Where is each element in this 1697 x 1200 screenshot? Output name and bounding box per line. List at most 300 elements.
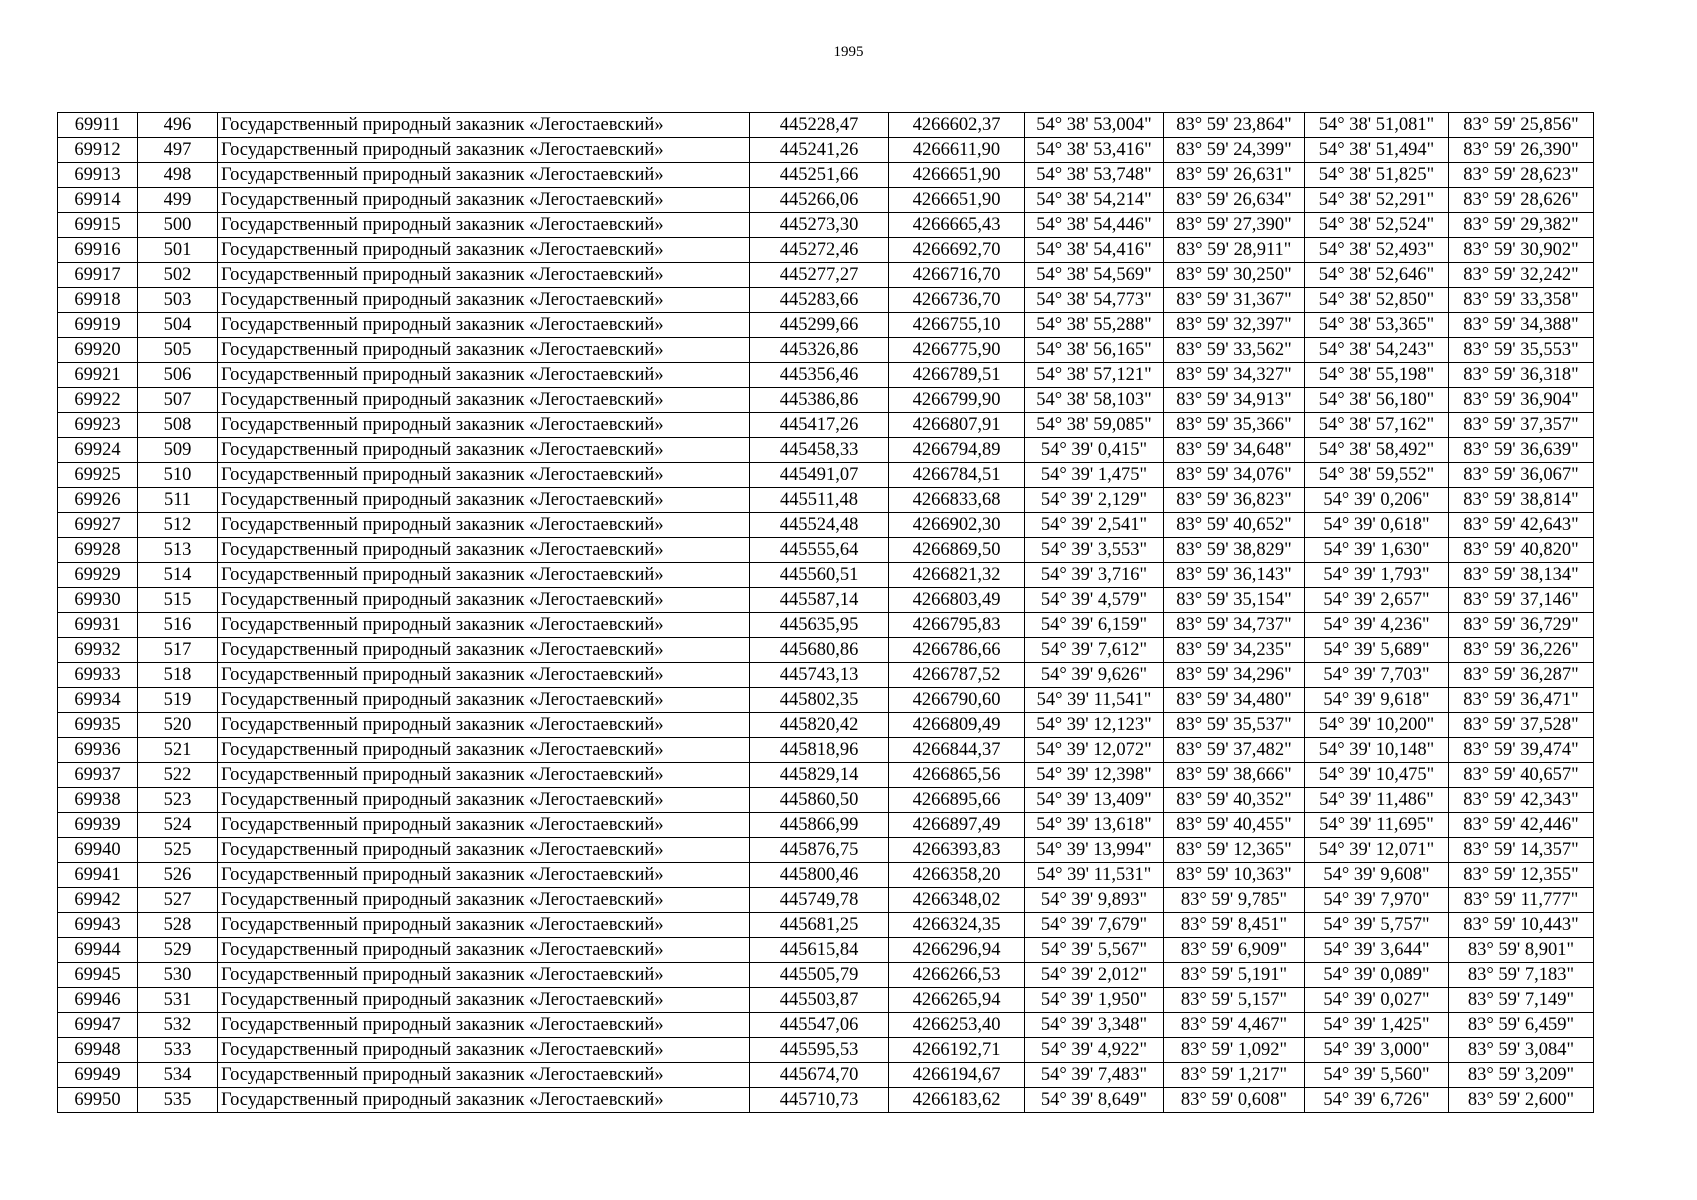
point-id-cell: 69944 — [58, 938, 138, 963]
object-name-cell: Государственный природный заказник «Легостаевский» — [218, 888, 750, 913]
latitude-2-cell: 54° 38' 54,243" — [1305, 338, 1449, 363]
longitude-1-cell: 83° 59' 28,911" — [1164, 238, 1305, 263]
longitude-2-cell: 83° 59' 12,355" — [1449, 863, 1594, 888]
longitude-2-cell: 83° 59' 37,357" — [1449, 413, 1594, 438]
x-coordinate-cell: 445674,70 — [750, 1063, 889, 1088]
object-name-cell: Государственный природный заказник «Легостаевский» — [218, 838, 750, 863]
x-coordinate-cell: 445272,46 — [750, 238, 889, 263]
y-coordinate-cell: 4266651,90 — [889, 188, 1025, 213]
longitude-2-cell: 83° 59' 36,318" — [1449, 363, 1594, 388]
point-id-cell: 69930 — [58, 588, 138, 613]
point-number-cell: 510 — [138, 463, 218, 488]
y-coordinate-cell: 4266902,30 — [889, 513, 1025, 538]
latitude-2-cell: 54° 39' 12,071" — [1305, 838, 1449, 863]
longitude-2-cell: 83° 59' 7,183" — [1449, 963, 1594, 988]
latitude-2-cell: 54° 39' 10,200" — [1305, 713, 1449, 738]
table-row — [58, 713, 1594, 738]
longitude-2-cell: 83° 59' 42,343" — [1449, 788, 1594, 813]
object-name-cell: Государственный природный заказник «Легостаевский» — [218, 388, 750, 413]
y-coordinate-cell: 4266651,90 — [889, 163, 1025, 188]
longitude-2-cell: 83° 59' 2,600" — [1449, 1088, 1594, 1113]
point-id-cell: 69933 — [58, 663, 138, 688]
point-id-cell: 69916 — [58, 238, 138, 263]
latitude-2-cell: 54° 39' 1,425" — [1305, 1013, 1449, 1038]
point-number-cell: 517 — [138, 638, 218, 663]
longitude-2-cell: 83° 59' 38,134" — [1449, 563, 1594, 588]
longitude-2-cell: 83° 59' 11,777" — [1449, 888, 1594, 913]
object-name-cell: Государственный природный заказник «Легостаевский» — [218, 113, 750, 138]
point-id-cell: 69928 — [58, 538, 138, 563]
longitude-1-cell: 83° 59' 35,154" — [1164, 588, 1305, 613]
table-row — [58, 838, 1594, 863]
point-id-cell: 69940 — [58, 838, 138, 863]
object-name-cell: Государственный природный заказник «Легостаевский» — [218, 813, 750, 838]
table-row — [58, 338, 1594, 363]
y-coordinate-cell: 4266736,70 — [889, 288, 1025, 313]
x-coordinate-cell: 445417,26 — [750, 413, 889, 438]
table-row — [58, 1013, 1594, 1038]
latitude-2-cell: 54° 39' 0,618" — [1305, 513, 1449, 538]
object-name-cell: Государственный природный заказник «Легостаевский» — [218, 688, 750, 713]
x-coordinate-cell: 445299,66 — [750, 313, 889, 338]
x-coordinate-cell: 445866,99 — [750, 813, 889, 838]
latitude-2-cell: 54° 38' 52,493" — [1305, 238, 1449, 263]
y-coordinate-cell: 4266807,91 — [889, 413, 1025, 438]
point-id-cell: 69925 — [58, 463, 138, 488]
object-name-cell: Государственный природный заказник «Легостаевский» — [218, 1038, 750, 1063]
y-coordinate-cell: 4266833,68 — [889, 488, 1025, 513]
latitude-1-cell: 54° 39' 3,716" — [1025, 563, 1164, 588]
longitude-2-cell: 83° 59' 14,357" — [1449, 838, 1594, 863]
latitude-2-cell: 54° 38' 51,494" — [1305, 138, 1449, 163]
object-name-cell: Государственный природный заказник «Легостаевский» — [218, 713, 750, 738]
point-id-cell: 69912 — [58, 138, 138, 163]
latitude-2-cell: 54° 39' 3,000" — [1305, 1038, 1449, 1063]
y-coordinate-cell: 4266784,51 — [889, 463, 1025, 488]
y-coordinate-cell: 4266809,49 — [889, 713, 1025, 738]
table-row — [58, 738, 1594, 763]
y-coordinate-cell: 4266393,83 — [889, 838, 1025, 863]
latitude-2-cell: 54° 39' 2,657" — [1305, 588, 1449, 613]
longitude-1-cell: 83° 59' 34,913" — [1164, 388, 1305, 413]
latitude-1-cell: 54° 39' 12,123" — [1025, 713, 1164, 738]
y-coordinate-cell: 4266794,89 — [889, 438, 1025, 463]
longitude-2-cell: 83° 59' 39,474" — [1449, 738, 1594, 763]
x-coordinate-cell: 445800,46 — [750, 863, 889, 888]
y-coordinate-cell: 4266787,52 — [889, 663, 1025, 688]
latitude-2-cell: 54° 39' 5,560" — [1305, 1063, 1449, 1088]
point-number-cell: 524 — [138, 813, 218, 838]
table-row — [58, 1088, 1594, 1113]
latitude-1-cell: 54° 39' 2,541" — [1025, 513, 1164, 538]
point-number-cell: 511 — [138, 488, 218, 513]
y-coordinate-cell: 4266611,90 — [889, 138, 1025, 163]
latitude-1-cell: 54° 38' 53,416" — [1025, 138, 1164, 163]
longitude-2-cell: 83° 59' 34,388" — [1449, 313, 1594, 338]
table-row — [58, 963, 1594, 988]
longitude-1-cell: 83° 59' 35,537" — [1164, 713, 1305, 738]
longitude-1-cell: 83° 59' 34,480" — [1164, 688, 1305, 713]
object-name-cell: Государственный природный заказник «Легостаевский» — [218, 188, 750, 213]
table-row — [58, 438, 1594, 463]
longitude-1-cell: 83° 59' 5,157" — [1164, 988, 1305, 1013]
latitude-2-cell: 54° 39' 11,695" — [1305, 813, 1449, 838]
longitude-2-cell: 83° 59' 40,820" — [1449, 538, 1594, 563]
latitude-1-cell: 54° 38' 59,085" — [1025, 413, 1164, 438]
x-coordinate-cell: 445524,48 — [750, 513, 889, 538]
object-name-cell: Государственный природный заказник «Легостаевский» — [218, 988, 750, 1013]
longitude-1-cell: 83° 59' 6,909" — [1164, 938, 1305, 963]
point-number-cell: 534 — [138, 1063, 218, 1088]
y-coordinate-cell: 4266844,37 — [889, 738, 1025, 763]
latitude-1-cell: 54° 38' 58,103" — [1025, 388, 1164, 413]
longitude-2-cell: 83° 59' 36,639" — [1449, 438, 1594, 463]
table-body — [58, 113, 1594, 1113]
object-name-cell: Государственный природный заказник «Легостаевский» — [218, 1088, 750, 1113]
object-name-cell: Государственный природный заказник «Легостаевский» — [218, 438, 750, 463]
latitude-1-cell: 54° 39' 1,950" — [1025, 988, 1164, 1013]
longitude-1-cell: 83° 59' 34,327" — [1164, 363, 1305, 388]
longitude-2-cell: 83° 59' 38,814" — [1449, 488, 1594, 513]
point-id-cell: 69920 — [58, 338, 138, 363]
table-row — [58, 488, 1594, 513]
point-id-cell: 69919 — [58, 313, 138, 338]
point-id-cell: 69936 — [58, 738, 138, 763]
longitude-1-cell: 83° 59' 1,092" — [1164, 1038, 1305, 1063]
object-name-cell: Государственный природный заказник «Легостаевский» — [218, 1013, 750, 1038]
longitude-1-cell: 83° 59' 9,785" — [1164, 888, 1305, 913]
latitude-1-cell: 54° 39' 12,072" — [1025, 738, 1164, 763]
table-row — [58, 213, 1594, 238]
latitude-2-cell: 54° 39' 11,486" — [1305, 788, 1449, 813]
y-coordinate-cell: 4266795,83 — [889, 613, 1025, 638]
longitude-2-cell: 83° 59' 36,287" — [1449, 663, 1594, 688]
longitude-1-cell: 83° 59' 34,648" — [1164, 438, 1305, 463]
point-number-cell: 531 — [138, 988, 218, 1013]
point-number-cell: 520 — [138, 713, 218, 738]
table-row — [58, 638, 1594, 663]
latitude-2-cell: 54° 39' 10,148" — [1305, 738, 1449, 763]
longitude-1-cell: 83° 59' 34,076" — [1164, 463, 1305, 488]
table-row — [58, 188, 1594, 213]
longitude-1-cell: 83° 59' 34,296" — [1164, 663, 1305, 688]
y-coordinate-cell: 4266716,70 — [889, 263, 1025, 288]
object-name-cell: Государственный природный заказник «Легостаевский» — [218, 638, 750, 663]
table-row — [58, 313, 1594, 338]
latitude-2-cell: 54° 39' 0,027" — [1305, 988, 1449, 1013]
latitude-1-cell: 54° 39' 7,612" — [1025, 638, 1164, 663]
point-id-cell: 69921 — [58, 363, 138, 388]
longitude-1-cell: 83° 59' 32,397" — [1164, 313, 1305, 338]
x-coordinate-cell: 445555,64 — [750, 538, 889, 563]
x-coordinate-cell: 445283,66 — [750, 288, 889, 313]
longitude-2-cell: 83° 59' 30,902" — [1449, 238, 1594, 263]
point-id-cell: 69935 — [58, 713, 138, 738]
object-name-cell: Государственный природный заказник «Легостаевский» — [218, 763, 750, 788]
latitude-2-cell: 54° 39' 5,689" — [1305, 638, 1449, 663]
object-name-cell: Государственный природный заказник «Легостаевский» — [218, 563, 750, 588]
longitude-2-cell: 83° 59' 28,623" — [1449, 163, 1594, 188]
longitude-2-cell: 83° 59' 40,657" — [1449, 763, 1594, 788]
latitude-1-cell: 54° 39' 13,618" — [1025, 813, 1164, 838]
latitude-2-cell: 54° 39' 1,630" — [1305, 538, 1449, 563]
longitude-2-cell: 83° 59' 32,242" — [1449, 263, 1594, 288]
latitude-1-cell: 54° 39' 9,626" — [1025, 663, 1164, 688]
object-name-cell: Государственный природный заказник «Легостаевский» — [218, 863, 750, 888]
latitude-1-cell: 54° 38' 54,773" — [1025, 288, 1164, 313]
table-row — [58, 1063, 1594, 1088]
point-id-cell: 69923 — [58, 413, 138, 438]
object-name-cell: Государственный природный заказник «Легостаевский» — [218, 263, 750, 288]
object-name-cell: Государственный природный заказник «Легостаевский» — [218, 138, 750, 163]
latitude-1-cell: 54° 38' 54,214" — [1025, 188, 1164, 213]
point-number-cell: 529 — [138, 938, 218, 963]
latitude-2-cell: 54° 38' 55,198" — [1305, 363, 1449, 388]
latitude-1-cell: 54° 38' 53,748" — [1025, 163, 1164, 188]
latitude-2-cell: 54° 38' 53,365" — [1305, 313, 1449, 338]
x-coordinate-cell: 445266,06 — [750, 188, 889, 213]
longitude-2-cell: 83° 59' 36,471" — [1449, 688, 1594, 713]
y-coordinate-cell: 4266895,66 — [889, 788, 1025, 813]
latitude-1-cell: 54° 38' 53,004" — [1025, 113, 1164, 138]
point-number-cell: 509 — [138, 438, 218, 463]
longitude-1-cell: 83° 59' 37,482" — [1164, 738, 1305, 763]
table-row — [58, 913, 1594, 938]
point-id-cell: 69947 — [58, 1013, 138, 1038]
object-name-cell: Государственный природный заказник «Легостаевский» — [218, 363, 750, 388]
point-id-cell: 69942 — [58, 888, 138, 913]
latitude-2-cell: 54° 39' 5,757" — [1305, 913, 1449, 938]
longitude-1-cell: 83° 59' 38,829" — [1164, 538, 1305, 563]
y-coordinate-cell: 4266192,71 — [889, 1038, 1025, 1063]
point-id-cell: 69917 — [58, 263, 138, 288]
point-id-cell: 69914 — [58, 188, 138, 213]
point-number-cell: 506 — [138, 363, 218, 388]
x-coordinate-cell: 445820,42 — [750, 713, 889, 738]
point-id-cell: 69945 — [58, 963, 138, 988]
y-coordinate-cell: 4266348,02 — [889, 888, 1025, 913]
point-id-cell: 69927 — [58, 513, 138, 538]
longitude-1-cell: 83° 59' 5,191" — [1164, 963, 1305, 988]
latitude-2-cell: 54° 39' 3,644" — [1305, 938, 1449, 963]
longitude-1-cell: 83° 59' 1,217" — [1164, 1063, 1305, 1088]
longitude-2-cell: 83° 59' 3,084" — [1449, 1038, 1594, 1063]
latitude-1-cell: 54° 39' 13,994" — [1025, 838, 1164, 863]
object-name-cell: Государственный природный заказник «Легостаевский» — [218, 913, 750, 938]
point-number-cell: 501 — [138, 238, 218, 263]
y-coordinate-cell: 4266790,60 — [889, 688, 1025, 713]
longitude-1-cell: 83° 59' 36,143" — [1164, 563, 1305, 588]
table-row — [58, 763, 1594, 788]
latitude-1-cell: 54° 39' 11,541" — [1025, 688, 1164, 713]
table-row — [58, 238, 1594, 263]
object-name-cell: Государственный природный заказник «Легостаевский» — [218, 163, 750, 188]
latitude-1-cell: 54° 39' 5,567" — [1025, 938, 1164, 963]
point-id-cell: 69948 — [58, 1038, 138, 1063]
latitude-1-cell: 54° 39' 13,409" — [1025, 788, 1164, 813]
point-number-cell: 507 — [138, 388, 218, 413]
longitude-1-cell: 83° 59' 23,864" — [1164, 113, 1305, 138]
x-coordinate-cell: 445818,96 — [750, 738, 889, 763]
table-row — [58, 413, 1594, 438]
page-number: 1995 — [833, 44, 864, 60]
longitude-1-cell: 83° 59' 26,631" — [1164, 163, 1305, 188]
longitude-2-cell: 83° 59' 8,901" — [1449, 938, 1594, 963]
latitude-1-cell: 54° 39' 8,649" — [1025, 1088, 1164, 1113]
longitude-1-cell: 83° 59' 35,366" — [1164, 413, 1305, 438]
point-number-cell: 526 — [138, 863, 218, 888]
point-id-cell: 69950 — [58, 1088, 138, 1113]
point-id-cell: 69939 — [58, 813, 138, 838]
longitude-2-cell: 83° 59' 28,626" — [1449, 188, 1594, 213]
longitude-1-cell: 83° 59' 40,455" — [1164, 813, 1305, 838]
point-number-cell: 500 — [138, 213, 218, 238]
y-coordinate-cell: 4266253,40 — [889, 1013, 1025, 1038]
longitude-1-cell: 83° 59' 24,399" — [1164, 138, 1305, 163]
table-row — [58, 988, 1594, 1013]
latitude-1-cell: 54° 39' 7,483" — [1025, 1063, 1164, 1088]
object-name-cell: Государственный природный заказник «Легостаевский» — [218, 288, 750, 313]
latitude-1-cell: 54° 39' 3,553" — [1025, 538, 1164, 563]
table-row — [58, 588, 1594, 613]
object-name-cell: Государственный природный заказник «Легостаевский» — [218, 938, 750, 963]
table-row — [58, 688, 1594, 713]
point-number-cell: 502 — [138, 263, 218, 288]
latitude-1-cell: 54° 39' 0,415" — [1025, 438, 1164, 463]
point-number-cell: 498 — [138, 163, 218, 188]
x-coordinate-cell: 445273,30 — [750, 213, 889, 238]
table-row — [58, 1038, 1594, 1063]
point-number-cell: 523 — [138, 788, 218, 813]
latitude-1-cell: 54° 39' 3,348" — [1025, 1013, 1164, 1038]
latitude-1-cell: 54° 39' 2,129" — [1025, 488, 1164, 513]
y-coordinate-cell: 4266602,37 — [889, 113, 1025, 138]
table-row — [58, 513, 1594, 538]
x-coordinate-cell: 445356,46 — [750, 363, 889, 388]
object-name-cell: Государственный природный заказник «Легостаевский» — [218, 488, 750, 513]
table-row — [58, 788, 1594, 813]
object-name-cell: Государственный природный заказник «Легостаевский» — [218, 538, 750, 563]
longitude-1-cell: 83° 59' 34,235" — [1164, 638, 1305, 663]
table-row — [58, 888, 1594, 913]
y-coordinate-cell: 4266869,50 — [889, 538, 1025, 563]
latitude-1-cell: 54° 38' 54,569" — [1025, 263, 1164, 288]
point-number-cell: 496 — [138, 113, 218, 138]
object-name-cell: Государственный природный заказник «Легостаевский» — [218, 663, 750, 688]
longitude-2-cell: 83° 59' 36,226" — [1449, 638, 1594, 663]
longitude-1-cell: 83° 59' 10,363" — [1164, 863, 1305, 888]
latitude-2-cell: 54° 39' 9,608" — [1305, 863, 1449, 888]
coordinates-table — [57, 112, 1594, 1113]
table-row — [58, 263, 1594, 288]
longitude-1-cell: 83° 59' 27,390" — [1164, 213, 1305, 238]
point-number-cell: 505 — [138, 338, 218, 363]
x-coordinate-cell: 445547,06 — [750, 1013, 889, 1038]
x-coordinate-cell: 445615,84 — [750, 938, 889, 963]
latitude-2-cell: 54° 38' 58,492" — [1305, 438, 1449, 463]
latitude-1-cell: 54° 39' 7,679" — [1025, 913, 1164, 938]
point-number-cell: 516 — [138, 613, 218, 638]
latitude-2-cell: 54° 38' 52,524" — [1305, 213, 1449, 238]
longitude-2-cell: 83° 59' 29,382" — [1449, 213, 1594, 238]
table-row — [58, 363, 1594, 388]
point-id-cell: 69924 — [58, 438, 138, 463]
table-row — [58, 663, 1594, 688]
point-number-cell: 518 — [138, 663, 218, 688]
y-coordinate-cell: 4266897,49 — [889, 813, 1025, 838]
point-id-cell: 69911 — [58, 113, 138, 138]
longitude-2-cell: 83° 59' 36,729" — [1449, 613, 1594, 638]
point-number-cell: 515 — [138, 588, 218, 613]
x-coordinate-cell: 445505,79 — [750, 963, 889, 988]
latitude-2-cell: 54° 38' 56,180" — [1305, 388, 1449, 413]
y-coordinate-cell: 4266799,90 — [889, 388, 1025, 413]
point-number-cell: 532 — [138, 1013, 218, 1038]
point-id-cell: 69946 — [58, 988, 138, 1013]
y-coordinate-cell: 4266266,53 — [889, 963, 1025, 988]
longitude-2-cell: 83° 59' 36,904" — [1449, 388, 1594, 413]
point-id-cell: 69932 — [58, 638, 138, 663]
object-name-cell: Государственный природный заказник «Легостаевский» — [218, 338, 750, 363]
table-row — [58, 463, 1594, 488]
latitude-2-cell: 54° 39' 4,236" — [1305, 613, 1449, 638]
object-name-cell: Государственный природный заказник «Легостаевский» — [218, 588, 750, 613]
y-coordinate-cell: 4266183,62 — [889, 1088, 1025, 1113]
x-coordinate-cell: 445829,14 — [750, 763, 889, 788]
object-name-cell: Государственный природный заказник «Легостаевский» — [218, 313, 750, 338]
longitude-1-cell: 83° 59' 12,365" — [1164, 838, 1305, 863]
y-coordinate-cell: 4266265,94 — [889, 988, 1025, 1013]
longitude-1-cell: 83° 59' 4,467" — [1164, 1013, 1305, 1038]
table-row — [58, 163, 1594, 188]
y-coordinate-cell: 4266296,94 — [889, 938, 1025, 963]
longitude-1-cell: 83° 59' 34,737" — [1164, 613, 1305, 638]
table-row — [58, 538, 1594, 563]
object-name-cell: Государственный природный заказник «Легостаевский» — [218, 788, 750, 813]
longitude-1-cell: 83° 59' 40,352" — [1164, 788, 1305, 813]
latitude-2-cell: 54° 38' 52,291" — [1305, 188, 1449, 213]
latitude-2-cell: 54° 38' 51,081" — [1305, 113, 1449, 138]
point-id-cell: 69926 — [58, 488, 138, 513]
latitude-2-cell: 54° 39' 1,793" — [1305, 563, 1449, 588]
point-number-cell: 513 — [138, 538, 218, 563]
longitude-2-cell: 83° 59' 33,358" — [1449, 288, 1594, 313]
point-id-cell: 69913 — [58, 163, 138, 188]
point-number-cell: 530 — [138, 963, 218, 988]
x-coordinate-cell: 445680,86 — [750, 638, 889, 663]
object-name-cell: Государственный природный заказник «Легостаевский» — [218, 963, 750, 988]
object-name-cell: Государственный природный заказник «Легостаевский» — [218, 413, 750, 438]
latitude-1-cell: 54° 39' 2,012" — [1025, 963, 1164, 988]
x-coordinate-cell: 445860,50 — [750, 788, 889, 813]
latitude-1-cell: 54° 39' 11,531" — [1025, 863, 1164, 888]
latitude-2-cell: 54° 39' 6,726" — [1305, 1088, 1449, 1113]
latitude-2-cell: 54° 38' 52,850" — [1305, 288, 1449, 313]
object-name-cell: Государственный природный заказник «Легостаевский» — [218, 1063, 750, 1088]
x-coordinate-cell: 445491,07 — [750, 463, 889, 488]
y-coordinate-cell: 4266786,66 — [889, 638, 1025, 663]
table-row — [58, 563, 1594, 588]
point-number-cell: 528 — [138, 913, 218, 938]
table-row — [58, 613, 1594, 638]
latitude-1-cell: 54° 39' 4,922" — [1025, 1038, 1164, 1063]
table-row — [58, 863, 1594, 888]
longitude-1-cell: 83° 59' 40,652" — [1164, 513, 1305, 538]
longitude-1-cell: 83° 59' 38,666" — [1164, 763, 1305, 788]
y-coordinate-cell: 4266821,32 — [889, 563, 1025, 588]
x-coordinate-cell: 445876,75 — [750, 838, 889, 863]
latitude-1-cell: 54° 38' 54,416" — [1025, 238, 1164, 263]
